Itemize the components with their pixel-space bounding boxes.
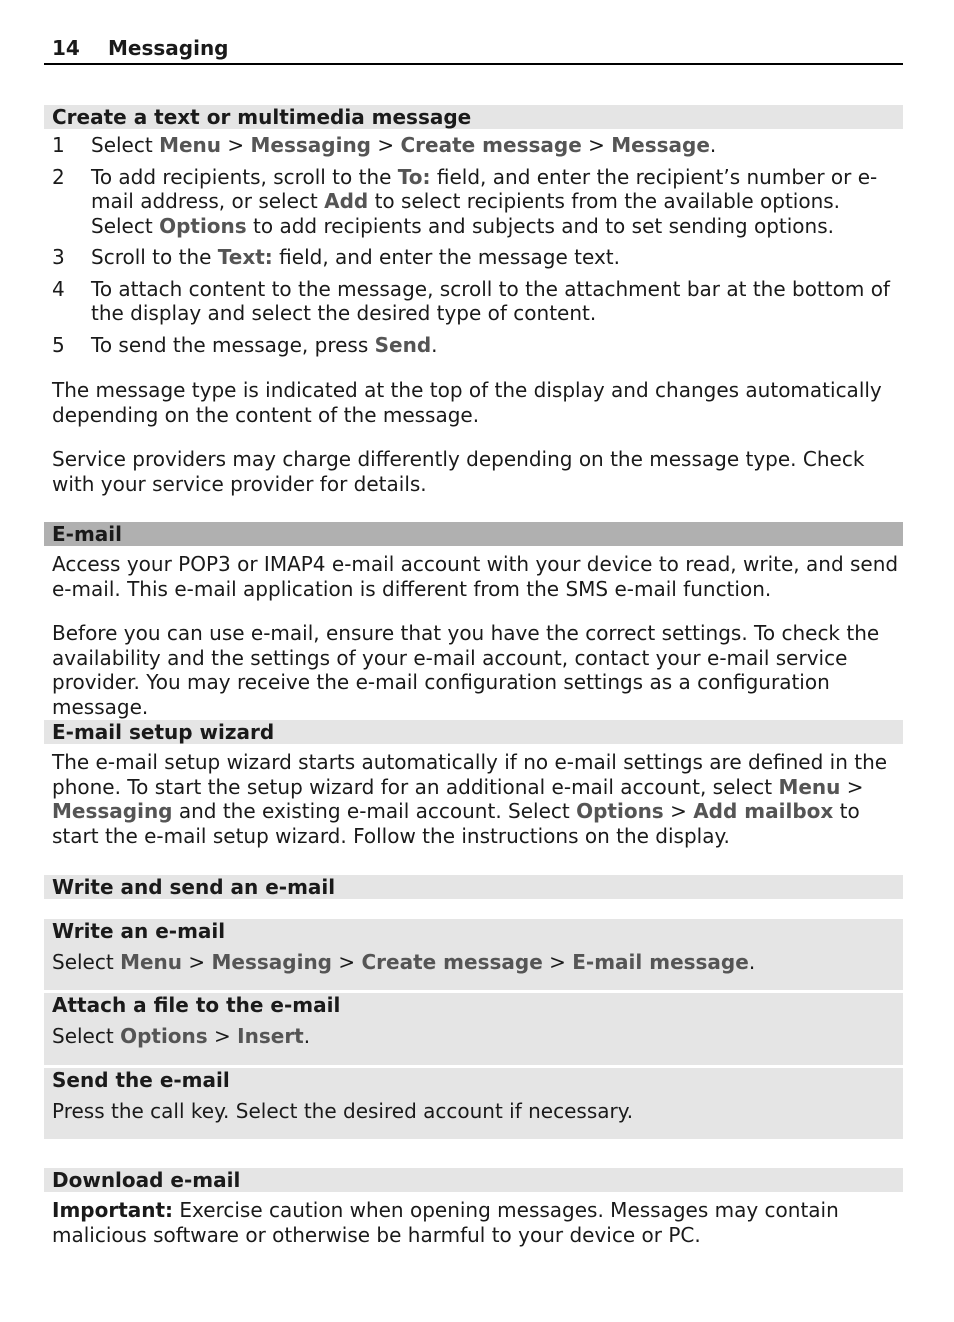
important-text: Exercise caution when opening messages. Messages may contain malicious software or otherwise be harmful to your device or PC. [52,1198,839,1247]
step-text: Scroll to the Text: field, and enter the message text. [91,245,620,269]
section-heading-create-message: Create a text or multimedia message [44,105,903,129]
message-type-paragraph: The message type is indicated at the top of the display and changes automatically depending on the content of the message. [52,378,882,427]
ui-term: To: [397,164,431,189]
ui-term: Create message [361,949,543,974]
important-note [52,1198,902,1247]
page-number: 14 [52,36,80,60]
ui-term: Send [374,332,432,357]
step-number: 5 [52,332,65,357]
step-text: To attach content to the message, scroll to the attachment bar at the bottom of the display and select the desired type of content. [91,276,890,325]
running-header [44,34,903,65]
step-number: 3 [52,245,65,269]
setup-wizard-paragraph: The e-mail setup wizard starts automatically if no e-mail settings are defined in the phone. To start the setup wizard for an additional e-mail account, select Menu > Messaging and the existing e-mail account. Select Options > Add mailbox to start the e-mail setup wizard. Follow the instructions on the display. [52,750,888,848]
section-heading-setup-wizard: E-mail setup wizard [44,720,903,744]
create-message-steps [52,133,902,357]
ui-term: Add mailbox [693,799,834,823]
write-email-box [44,919,903,990]
important-label: Important: [52,1198,174,1222]
email-settings-paragraph: Before you can use e-mail, ensure that you have the correct settings. To check the availability and the settings of your e-mail account, contact your e-mail service provider. You may receive the e-mail configuration settings as a configuration message. [52,621,880,719]
step-item [52,133,902,158]
ui-term: Message [611,133,710,157]
section-heading-download-email: Download e-mail [44,1168,903,1192]
service-charge-paragraph: Service providers may charge differently depending on the message type. Check with your service provider for details. [52,447,865,496]
step-text: Select Menu > Messaging > Create message > Message. [91,133,717,157]
ui-term: Insert [237,1023,304,1048]
section-heading-email: E-mail [44,522,903,546]
chapter-title: Messaging [108,36,229,60]
ui-term: Menu [778,774,841,799]
ui-term: Create message [400,133,582,157]
step-number: 1 [52,133,65,157]
ui-term: Options [120,1023,208,1048]
attach-file-instructions: Select Options > Insert. [52,1023,311,1048]
send-email-box [44,1068,903,1139]
ui-term: Text: [217,245,273,269]
ui-term: Options [159,213,247,238]
write-email-title: Write an e-mail [52,919,226,943]
ui-term: Menu [120,949,183,974]
step-number: 4 [52,276,65,301]
step-item [52,165,902,239]
ui-term: Messaging [211,949,332,974]
section-heading-write-send: Write and send an e-mail [44,875,903,899]
step-text: To add recipients, scroll to the To: field, and enter the recipient’s number or e-mail address, or select Add to select recipients from the available options. Select Options to add recipients and subjects and to set sending options. [91,164,878,238]
send-email-instructions: Press the call key. Select the desired account if necessary. [52,1098,634,1123]
step-item [52,333,902,358]
step-number: 2 [52,164,65,189]
ui-term: Menu [159,133,222,157]
attach-file-title: Attach a file to the e-mail [52,993,341,1017]
ui-term: Options [576,799,664,823]
step-item [52,277,902,326]
attach-file-box [44,993,903,1065]
write-email-instructions: Select Menu > Messaging > Create message > E-mail message. [52,949,756,974]
ui-term: Messaging [52,799,173,823]
ui-term: E-mail message [572,949,749,974]
email-access-paragraph: Access your POP3 or IMAP4 e-mail account with your device to read, write, and send e-mail. This e-mail application is different from the SMS e-mail function. [52,552,899,601]
send-email-title: Send the e-mail [52,1068,230,1092]
ui-term: Messaging [250,133,371,157]
ui-term: Add [324,189,369,213]
step-text: To send the message, press Send. [91,332,438,357]
step-item [52,245,902,270]
